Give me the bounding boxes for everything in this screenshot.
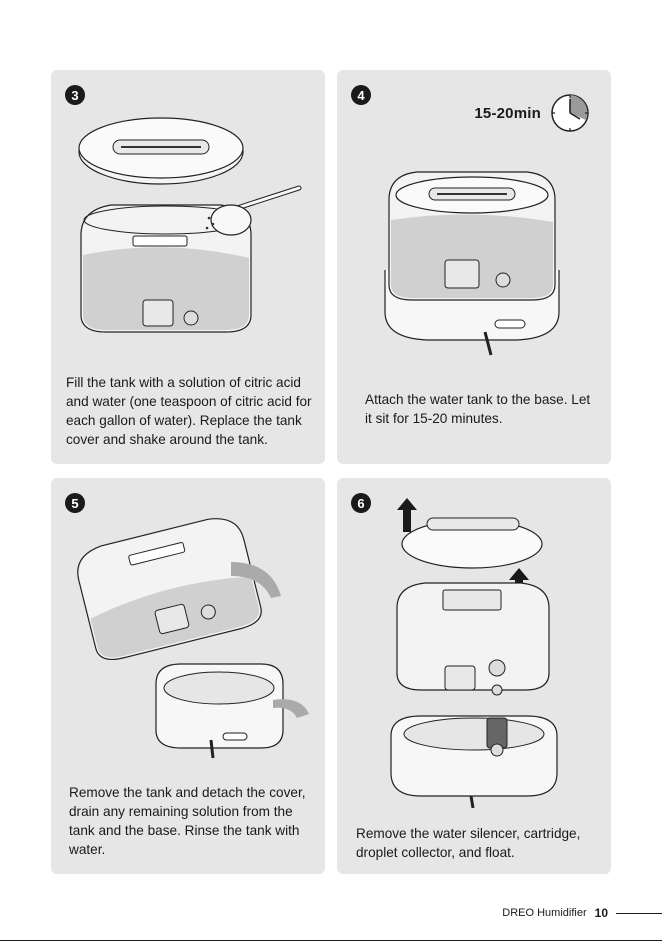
bottom-border bbox=[0, 940, 662, 941]
step-4-panel bbox=[337, 70, 611, 464]
step-number-badge: 6 bbox=[351, 493, 371, 513]
step-4-text: Attach the water tank to the base. Let it sit for 15-20 minutes. bbox=[365, 392, 591, 426]
step-6-text: Remove the water silencer, cartridge, droplet collector, and float. bbox=[356, 826, 581, 860]
step-number-badge: 4 bbox=[351, 85, 371, 105]
step-3-panel bbox=[51, 70, 325, 464]
step-5-text: Remove the tank and detach the cover, drain any remaining solution from the tank and the base. Rinse the tank with water. bbox=[69, 785, 306, 857]
page-footer bbox=[502, 906, 662, 920]
page-number: 10 bbox=[594, 906, 608, 920]
footer-brand: DREO Humidifier bbox=[502, 907, 587, 919]
step-number-badge: 5 bbox=[65, 493, 85, 513]
tank-on-base-illustration bbox=[337, 70, 611, 370]
fill-tank-illustration bbox=[51, 70, 325, 370]
step-5-panel bbox=[51, 478, 325, 874]
footer-rule bbox=[616, 913, 662, 914]
step-3-text: Fill the tank with a solution of citric acid and water (one teaspoon of citric acid for each gallon of water). Replace the tank cover and shake around the tank. bbox=[66, 375, 312, 447]
step-6-panel bbox=[337, 478, 611, 874]
drain-tank-illustration bbox=[51, 478, 325, 778]
step-number-badge: 3 bbox=[65, 85, 85, 105]
disassembly-illustration bbox=[337, 478, 611, 808]
timer-label: 15-20min bbox=[474, 104, 541, 122]
